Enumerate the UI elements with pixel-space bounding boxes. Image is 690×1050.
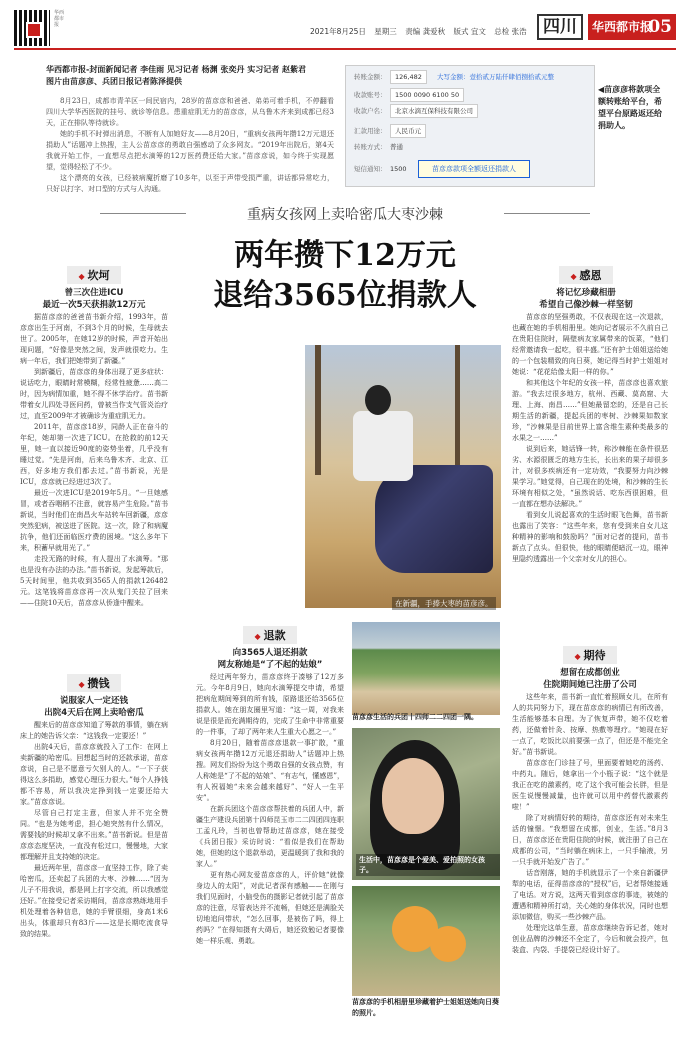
body-paragraph: 尽管自己打定主意，但家人并不完全赞同。“也是为她考虑，担心她突然有什么情况，需要钱的时候却又拿不出来。”苗书新说。但是苗彦彦态度坚决，一直没有松过口，慢慢地，大家都理解并且支持她的决定。: [20, 809, 168, 861]
screenshot-caption: ◀苗彦彦将款项全额转账给平台，希望平台原路返还给捐助人。: [598, 85, 662, 130]
section-label: ◆ 期待: [563, 646, 618, 664]
section-head-tui: [196, 624, 344, 671]
photo-girl-with-dates: [305, 345, 501, 608]
section-subtitle: 向3565人退还捐款 网友称她是“了不起的姑娘”: [217, 648, 323, 670]
photo-regiment-field: [352, 622, 500, 715]
headline-line: 两年攒下12万元: [234, 238, 456, 273]
sunflower-head: [430, 926, 466, 962]
layout-editor: 版式 宜文: [453, 27, 486, 36]
section-label: ◆ 攒钱: [67, 674, 122, 692]
body-paragraph: 醒来后的苗彦彦知道了筹款的事情，躺在病床上的她告诉父亲：“这钱我一定要还！”: [20, 721, 168, 740]
section-label: ◆ 感恩: [559, 266, 614, 284]
figure-head: [365, 385, 391, 415]
photo-portrait: [352, 728, 500, 880]
main-headline: [170, 236, 520, 316]
body-paragraph: 走投无路的时候，有人提出了水滴筹。“那也是没有办法的办法。”苗书新说，发起筹款后，5天时间里，他共收到3565人的捐款126482元。这笔钱将苗彦彦再一次从鬼门关拉了回来——住院10天后，苗彦彦从侨逢中醒来。: [20, 555, 168, 607]
section-label: ◆ 坎坷: [67, 266, 122, 284]
headline-line: 退给3565位捐款人: [213, 278, 477, 313]
photo-caption: 苗彦彦生活的兵团十四师二二四团一隅。: [352, 713, 478, 721]
header-rule: [14, 48, 676, 50]
masthead-name: 华西都市报: [592, 20, 653, 34]
photo-caption: 苗彦彦的手机相册里珍藏着护士姐姐送她向日葵的照片。: [352, 998, 499, 1017]
section-label: ◆ 退款: [243, 626, 298, 644]
amount-in-words: 大写金额：壹拾贰万陆仟肆佰捌拾贰元整: [436, 73, 554, 81]
figure-skirt: [375, 465, 493, 573]
body-paragraph: 2011年，苗彦彦18岁，同龄人正在奋斗的年纪，她却第一次进了ICU。在抢救的前12天里，她一直以接近90度的姿势坐着，几乎没有睡过觉。“先是河南，后来乌鲁木齐、北京、江西，好多地方我们都去过。”苗书新说，光是ICU，彦彦就已经进过3次了。: [20, 423, 168, 486]
section-body-kan: [20, 312, 168, 672]
section-subtitle: 将记忆珍藏相册 希望自己像沙棘一样坚韧: [539, 288, 633, 310]
intro-paragraph: 这个漂亮的女孩，已经被病魔折磨了10多年，以至于声带受损严重，讲话都异常吃力，只好以打字、对口型的方式与人沟通。: [46, 174, 334, 193]
body-paragraph: 更有热心网友爱苗彦彦的人，评价她“就像身边人的太阳”，对此记者深有感触——在刚与我们见面时，小脑受伤的摄影记者就引起了苗彦彦的注意，尽管表达并不流畅，但她还是满脸关切地追问带状，“怎么回事，是被伤了吗，得上药吗？”在得知摄有大碍后，她还致勉记者要像她一样乐观、勇敢。: [196, 871, 344, 945]
shot-row-method: 转账方式： 普通: [354, 143, 403, 151]
photo-caption: 生活中，苗彦彦是个爱美、爱拍照的女孩子。: [356, 854, 500, 876]
section-subtitle: 说服家人一定还钱 出院4天后在网上卖哈密瓜: [44, 696, 144, 718]
body-paragraph: 处理完这单生意，苗彦彦继续告诉记者，她对创业品牌的沙棘还不全定了，今后和就会投产，包装盒、内袋、手提袋已经设计好了。: [512, 924, 668, 954]
editor: 责编 龚爱秋: [405, 27, 446, 36]
body-paragraph: 8月20日，随着苗彦彦退款一事扩散，“重病女孩两年攒12万元退还捐助人”话题冲上热搜。网友们纷纷为这个勇敢自强的女孩点赞，有人称她是“了不起的姑娘”、“有志气，懂感恩”，有人祝福她“未来会越来越好”、“好人一生平安”。: [196, 739, 344, 802]
photo-sunflower: [352, 886, 500, 996]
body-paragraph: 在新兵团这个苗彦彦帮扶着的兵团人中，新疆生产建设兵团第十四师昆玉市二二四团四连职工孟凡玲，当初也曾帮助过苗彦彦，她在接受《兵团日报》采访时说：“看似是我们在帮助她，但她的这个退款举动，更温暖到了我和我的家人。”: [196, 805, 344, 868]
photo-caption: 在新疆，手捧大枣的苗彦彦。: [392, 597, 496, 610]
section-head-kan: [20, 264, 168, 311]
section-body-tui: [196, 672, 344, 1040]
section-head-zan: [20, 672, 168, 719]
tree-trunk: [315, 345, 321, 475]
figure-face: [382, 758, 444, 834]
byline-photo-credit: 图片由苗彦彦、兵团日报记者陈泽提供: [46, 77, 182, 86]
body-paragraph: 除了对病情好转的期待，苗彦彦还有对未来生活的憧憬。“我想留在成都，创业，生活。”8月3日，苗彦彦还在贵阳住院的时候，就注册了自己在成都的公司，“当时躺在病床上，一只手输液，另一只手就开始发广告了。”: [512, 814, 668, 866]
intro-paragraph: 8月23日，成都市青羊区一间民宿内，28岁的苗彦彦和爸爸、弟弟可着手机，不停翻看四川大学华西医院的挂号、就诊等信息。患重症肌无力的苗彦彦，从乌鲁木齐来到成都已经3天，正在排队等待就诊。: [46, 97, 334, 127]
body-paragraph: 出院4天后，苗彦彦就投入了工作：在网上卖新疆的哈密瓜。回想起当时的还款承诺，苗彦彦说，自己是不愿意亏欠别人的人。“一下子获得这么多捐助，感觉心理压力很大。”每个人挣钱都不容易，所以我决定挣到钱一定要还给大家。”苗彦彦说。: [20, 743, 168, 806]
body-paragraph: 这些年来，苗书新一直忙着照顾女儿，在所有人的共同努力下，现在苗彦彦的病情已有所改善，生活能够基本自理。为了恢复声带，她不仅吃着药，还做着针灸、按摩、热敷等理疗。“她现在好一点了，吃饭比以前要强一点了，但还是不能完全好。”苗书新说。: [512, 693, 668, 756]
issue-date: 2021年8月25日: [310, 27, 366, 36]
masthead-logo: [588, 14, 676, 40]
transfer-screenshot: [345, 65, 595, 187]
body-paragraph: 话音刚落，她的手机就显示了一个来自新疆伊犁的电话，征得苗彦彦的“授权”后，记者帮她接通了电话。对方说，这两天看到彦彦的事迹，被她的遭遇和精神所打动，关心她的身体状况，同时也想添加微信，购买一些沙棘产品。: [512, 869, 668, 921]
intro-text: [46, 96, 334, 195]
section-region: 四川: [537, 14, 583, 40]
section-body-zan: [20, 720, 168, 1040]
shot-row-amount: 转账金额： 126,482 大写金额：壹拾贰万陆仟肆佰捌拾贰元整: [354, 70, 554, 84]
body-paragraph: 看到女儿说起喜欢的生活时眼飞色舞，苗书新也露出了笑容：“这些年来，您有受到来自女儿这种精神的影响和鼓励吗？”面对记者的提问，苗书新点了点头。但很快，他的眼睛便暗沉一边，眼神里隐约透露出一个父亲对女儿的担心。: [512, 511, 668, 563]
body-paragraph: 据苗彦彦的爸爸苗书新介绍，1993年，苗彦彦出生于河南，不到3个月的时候，生母就去世了。2005年，在她12岁的时候，声音开始出现问题，“好像是突然之间，发声就很吃力。生病一年后，我们把她带到了新疆。”: [20, 313, 168, 365]
body-paragraph: 最近一次进ICU是2019年5月。“一旦她感冒，或者吞咽稍不注意，就容易产生危险。”苗书新说，当时他们在南昌火车站转车回新疆，彦彦突然犯病，被送进了医院。这一次，除了和病魔抗争，他们还面临医疗费的困境。“这么多年下来，积蓄早就用光了。”: [20, 489, 168, 552]
page-info-line: [310, 26, 533, 37]
chief-checker: 总检 张浩: [494, 27, 527, 36]
section-body-gan: [512, 312, 668, 638]
refund-banner: 苗彦彦款项全额返还捐款人: [418, 160, 530, 178]
kicker-headline: 重病女孩网上卖哈密瓜大枣沙棘: [100, 204, 590, 224]
page-number: 05: [648, 17, 672, 37]
section-body-qi: [512, 692, 668, 1040]
section-head-gan: [512, 264, 660, 311]
body-paragraph: 和其他这个年纪的女孩一样，苗彦彦也喜欢旅游。“我去过很多地方，杭州、西藏、莫高窟、大理、上海、南昌……”但她最留恋的，还是自己长期生活的新疆，提起兵团的枣树、沙棘果如数家珍，“沙棘果是目前世界上富含维生素种类最多的水果之一……”: [512, 379, 668, 442]
section-head-qi: [516, 644, 664, 691]
section-subtitle: 想留在成都创业 住院期间她已注册了公司: [543, 668, 637, 690]
body-paragraph: 说到后来，她话锋一转，称沙棘能在条件很恶劣、水源很匮乏的地方生长，长出来的果子却很多汁，对很多疾病还有一定功效，“我要努力向沙棘果学习。”她觉得，自己现在的处境，和沙棘的生长环境有相似之处，“虽然说话、吃东西很困难，但一直都在想办法解决。”: [512, 445, 668, 508]
byline-reporters: 华西都市报-封面新闻记者 李佳雨 见习记者 杨渊 张奕丹 实习记者 赵紫君: [46, 65, 307, 74]
shot-row-payee: 收款户名： 北京水滴互保科技有限公司: [354, 104, 478, 118]
shot-row-sms: 短信通知： 1500: [354, 165, 407, 173]
byline: [46, 64, 336, 88]
section-subtitle: 曾三次住进ICU 最近一次5天获捐款12万元: [42, 288, 146, 310]
tree-trunk: [455, 345, 460, 465]
body-paragraph: 苗彦彦在门诊挂了号，里面要着她吃的汤药、中药丸。随后，她拿出一个小瓶子说：“这个就是我正在吃的激素药，吃了这个我可能会长胖，但是医生说慢慢减量，也许就可以用中药替代激素药啦！”: [512, 759, 668, 811]
intro-paragraph: 她的手机不时弹出消息，不断有人加她好友——8月20日，“重病女孩两年攒12万元退还捐助人”话题冲上热搜，主人公苗彦彦的勇敢自强感动了众多网友。“2019年出院后，第4天我就开始工作，一直想尽点把水滴筹的12万医药费还给大家。”苗彦彦说，如今终于实现愿望，觉得轻松了不少。: [46, 130, 334, 171]
qr-code: [14, 10, 50, 46]
body-paragraph: 苗彦彦的坚强勇敢，不仅表现在这一次退款，也藏在她的手机相册里。她向记者展示不久前自己在贵阳住院时，隔壁病友家属带来的饭菜，“他们经常邀请我一起吃，很丰盛。”还有护士姐姐送给她的一个包装精致的向日葵，她记得当时护士姐姐对她说：“花花给像太阳一样的你。”: [512, 313, 668, 376]
qr-caption: 华西都市报: [54, 10, 65, 28]
body-paragraph: 经过两年努力，苗彦彦终于凑够了12万多元。今年8月9日，她向水滴筹提交申请，希望把病危期间筹到的所有钱，原路退还给3565位捐款人。她在朋友圈里写道：“这一周，对我来说是很是而充满期待的，完成了生命中非常重要的一件事，了却了两年来人生重大心愿之一。”: [196, 673, 344, 736]
body-paragraph: 最近两年里，苗彦彦一直坚持工作，除了卖哈密瓜，还卖起了兵团的大枣、沙棘……“因为儿子不用我说，都是网上打字交流，所以我感觉还好。”在接受记者采访期间，苗彦彦熟练地用手机处理着各种信息，她的手臂很细，身高1米6出头，体重却只有83斤——这是长期吃流食导致的结果。: [20, 864, 168, 938]
figure-blouse: [353, 411, 413, 481]
weekday: 星期三: [374, 27, 397, 36]
body-paragraph: 到新疆后，苗彦彦的身体出现了更多症状：说话吃力，眼睛时常模糊，经常性疲惫……高二时，因为病情加重，她不得不休学治疗。苗书新带着女儿四处寻医问药，曾被当作支气管炎治疗过，直至2009年才被确诊为重症肌无力。: [20, 368, 168, 420]
shot-row-purpose: 汇款用途： 人民币元: [354, 124, 426, 138]
shot-row-account: 收款账号： 1500 0090 6100 50: [354, 88, 464, 102]
